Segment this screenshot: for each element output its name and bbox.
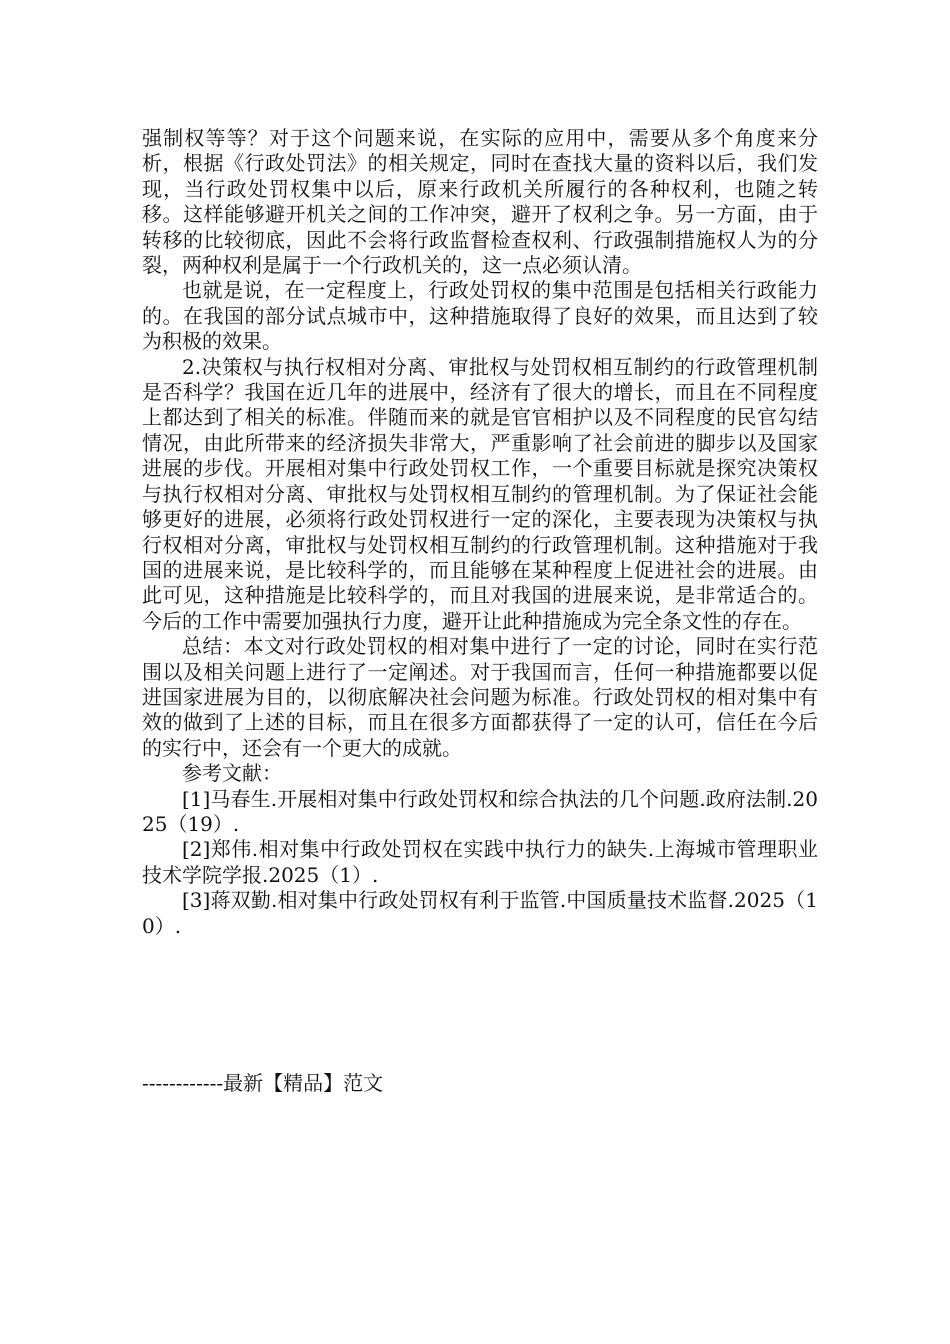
paragraph-continuation: 强制权等等？对于这个问题来说，在实际的应用中，需要从多个角度来分析，根据《行政处罚法》的相关规定，同时在查找大量的资料以后，我们发现，当行政处罚权集中以后，原来行政机关所履行的各种权利，也随之转移。这样能够避开机关之间的工作冲突，避开了权利之争。另一方面，由于转移的比较彻底，因此不会将行政监督检查权利、行政强制措施权人为的分裂，两种权利是属于一个行政机关的，这一点必须认清。 [142,126,818,278]
paragraph-conclusion: 总结：本文对行政处罚权的相对集中进行了一定的讨论，同时在实行范围以及相关问题上进行了一定阐述。对于我国而言，任何一种措施都要以促进国家进展为目的，以彻底解决社会问题为标准。行政处罚权的相对集中有效的做到了上述的目标，而且在很多方面都获得了一定的认可，信任在今后的实行中，还会有一个更大的成就。 [142,634,818,760]
paragraph-decision-mechanism: 2.决策权与执行权相对分离、审批权与处罚权相互制约的行政管理机制是否科学？我国在近几年的进展中，经济有了很大的增长，而且在不同程度上都达到了相关的标准。伴随而来的就是官官相护以及不同程度的民官勾结情况，由此所带来的经济损失非常大，严重影响了社会前进的脚步以及国家进展的步伐。开展相对集中行政处罚权工作，一个重要目标就是探究决策权与执行权相对分离、审批权与处罚权相互制约的管理机制。为了保证社会能够更好的进展，必须将行政处罚权进行一定的深化，主要表现为决策权与执行权相对分离，审批权与处罚权相互制约的行政管理机制。这种措施对于我国的进展来说，是比较科学的，而且能够在某种程度上促进社会的进展。由此可见，这种措施是比较科学的，而且对我国的进展来说，是非常适合的。今后的工作中需要加强执行力度，避开让此种措施成为完全条文性的存在。 [142,354,818,633]
document-body [142,126,818,939]
paragraph-scope-summary: 也就是说，在一定程度上，行政处罚权的集中范围是包括相关行政能力的。在我国的部分试点城市中，这种措施取得了良好的效果，而且达到了较为积极的效果。 [142,278,818,354]
reference-item-2: [2]郑伟.相对集中行政处罚权在实践中执行力的缺失.上海城市管理职业技术学院学报.2025（1）. [142,837,818,887]
page-footer: ------------最新【精品】范文 [142,1071,384,1095]
reference-item-1: [1]马春生.开展相对集中行政处罚权和综合执法的几个问题.政府法制.2025（19）. [142,786,818,836]
references-heading: 参考文献： [182,761,282,786]
reference-item-3: [3]蒋双勤.相对集中行政处罚权有利于监管.中国质量技术监督.2025（10）. [142,888,818,938]
